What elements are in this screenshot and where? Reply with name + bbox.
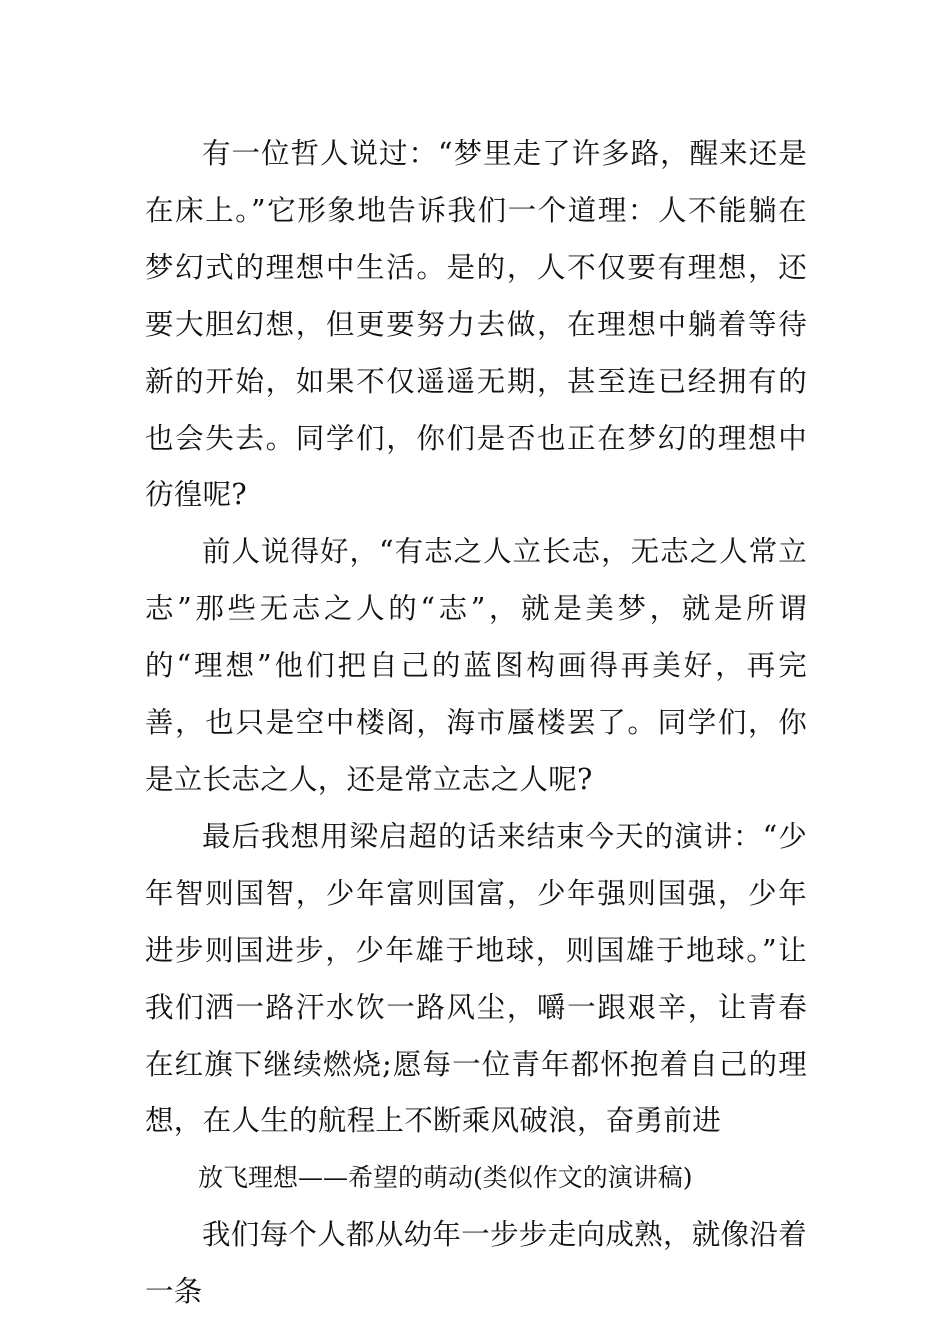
paragraph-opening: 我们每个人都从幼年一步步走向成熟，就像沿着一条	[145, 1218, 807, 1309]
paragraph-dream: 有一位哲人说过：“梦里走了许多路，醒来还是在床上。”它形象地告诉我们一个道理：人不能躺在梦幻式的理想中生活。是的，人不仅要有理想，还要大胆幻想，但更要努力去做，在理想中躺着等待新的开始，如果不仅遥遥无期，甚至连已经拥有的也会失去。同学们，你们是否也正在梦幻的理想中彷徨呢?	[145, 137, 807, 512]
paragraph-conclusion: 最后我想用梁启超的话来结束今天的演讲：“少年智则国智，少年富则国富，少年强则国强，少年进步则国进步，少年雄于地球，则国雄于地球。”让我们洒一路汗水饮一路风尘，嚼一跟艰辛，让青春在红旗下继续燃烧;愿每一位青年都怀抱着自己的理想，在人生的航程上不断乘风破浪，奋勇前进	[145, 819, 807, 1138]
paragraph-ambition: 前人说得好，“有志之人立长志，无志之人常立志”那些无志之人的“志”，就是美梦，就是所谓的“理想”他们把自己的蓝图构画得再美好，再完善，也只是空中楼阁，海市蜃楼罢了。同学们，你是立长志之人，还是常立志之人呢?	[145, 535, 807, 796]
document-page	[145, 126, 807, 1321]
section-heading: 放飞理想——希望的萌动(类似作文的演讲稿)	[198, 1163, 693, 1193]
